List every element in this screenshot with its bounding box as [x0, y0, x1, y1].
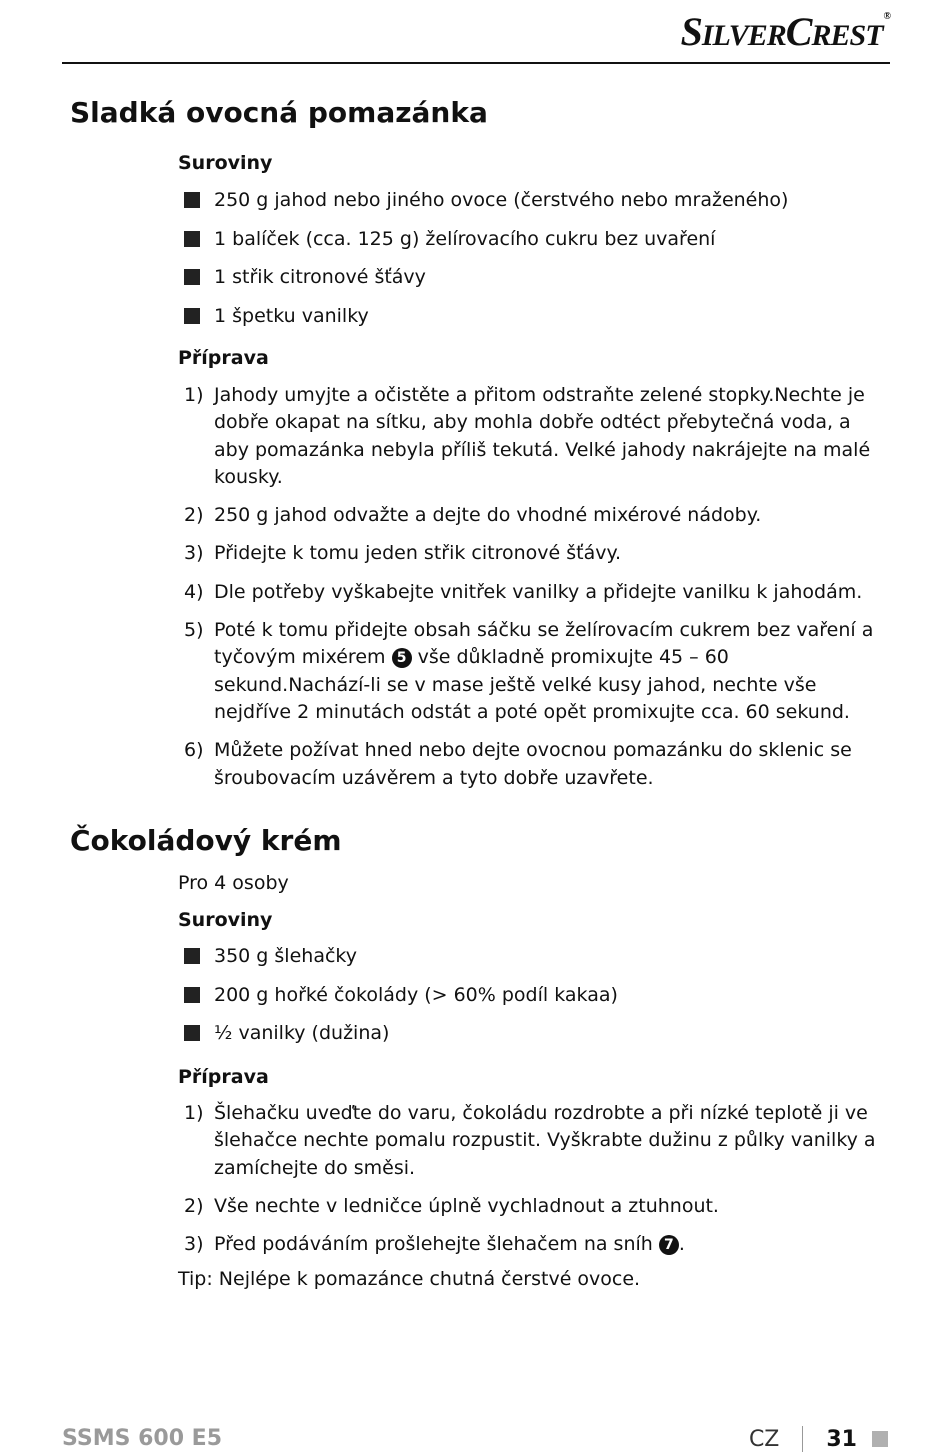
- bullet-square: [184, 308, 200, 324]
- list-item: ½ vanilky (dužina): [184, 1019, 618, 1058]
- preparation-heading: Příprava: [178, 347, 269, 369]
- list-item: 1 balíček (cca. 125 g) želírovacího cukru bez uvaření: [184, 225, 788, 264]
- footer-model-number: SSMS 600 E5: [62, 1426, 223, 1451]
- ingredients-heading: Suroviny: [178, 152, 273, 174]
- preparation-steps: [184, 382, 884, 803]
- ingredients-list: [184, 942, 618, 1058]
- step-item: 1) Šlehačku uveďte do varu, čokoládu rozdrobte a při nízké teplotě ji ve šlehačce nechte pomalu rozpustit. Vyškrabte dužinu z půlky vanilky a zamíchejte do směsi.: [184, 1102, 876, 1179]
- bullet-square: [184, 987, 200, 1003]
- step-item: 6) Můžete požívat hned nebo dejte ovocnou pomazánku do sklenic se šroubovacím uzávěrem a tyto dobře uzavřete.: [184, 739, 852, 789]
- section-title-chocolate-cream: Čokoládový krém: [70, 824, 342, 857]
- bullet-square: [184, 1025, 200, 1041]
- brand-logo: SILVERCREST®: [680, 9, 890, 54]
- footer-page-info: [749, 1426, 888, 1456]
- servings-text: Pro 4 osoby: [178, 872, 289, 894]
- list-item: 200 g hořké čokolády (> 60% podíl kakaa): [184, 981, 618, 1020]
- ingredients-list: [184, 186, 788, 341]
- step-item: 2) 250 g jahod odvažte a dejte do vhodné mixérové nádoby.: [184, 504, 762, 527]
- whisk-number-badge: 7: [659, 1235, 679, 1255]
- language-code: CZ: [748, 1426, 780, 1452]
- section-title-fruit-spread: Sladká ovocná pomazánka: [70, 96, 488, 129]
- tip-text: Tip: Nejlépe k pomazánce chutná čerstvé ovoce.: [178, 1268, 641, 1290]
- list-item: 250 g jahod nebo jiného ovoce (čerstvého nebo mraženého): [184, 186, 788, 225]
- bullet-square: [184, 269, 200, 285]
- step-item: 4) Dle potřeby vyškabejte vnitřek vanilky a přidejte vanilku k jahodám.: [184, 580, 863, 603]
- preparation-steps: [184, 1100, 884, 1269]
- list-item: 1 střik citronové šťávy: [184, 263, 788, 302]
- bullet-square: [184, 192, 200, 208]
- step-item: 5) Poté k tomu přidejte obsah sáčku se želírovacím cukrem bez vaření a tyčovým mixérem 5 vše důkladně promixujte 45 – 60 sekund.Nachází-li se v mase ještě velké kusy jahod, nechte vše nejdříve 2 minutách odstát a poté opět promixujte cca. 60 sekund.: [184, 619, 874, 723]
- ingredients-heading: Suroviny: [178, 909, 273, 931]
- preparation-heading: Příprava: [178, 1066, 269, 1088]
- step-item: 3) Před podáváním prošlehejte šlehačem na sníh 7 .: [184, 1233, 685, 1256]
- footer-divider: [802, 1426, 803, 1452]
- list-item: 350 g šlehačky: [184, 942, 618, 981]
- list-item: 1 špetku vanilky: [184, 302, 788, 341]
- header-rule: [62, 62, 890, 64]
- page-number: 31: [826, 1426, 857, 1452]
- mixer-number-badge: 5: [392, 648, 412, 668]
- step-item: 1) Jahody umyjte a očistěte a přitom odstraňte zelené stopky.Nechte je dobře okapat na sítku, aby mohla dobře odtéct přebytečná voda, a aby pomazánka nebyla příliš tekutá. Velké jahody nakrájejte na malé kousky.: [184, 384, 871, 488]
- page-marker-square: [872, 1431, 888, 1447]
- bullet-square: [184, 231, 200, 247]
- step-item: 3) Přidejte k tomu jeden střik citronové šťávy.: [184, 542, 622, 565]
- step-item: 2) Vše nechte v ledničce úplně vychladnout a ztuhnout.: [184, 1194, 719, 1217]
- bullet-square: [184, 948, 200, 964]
